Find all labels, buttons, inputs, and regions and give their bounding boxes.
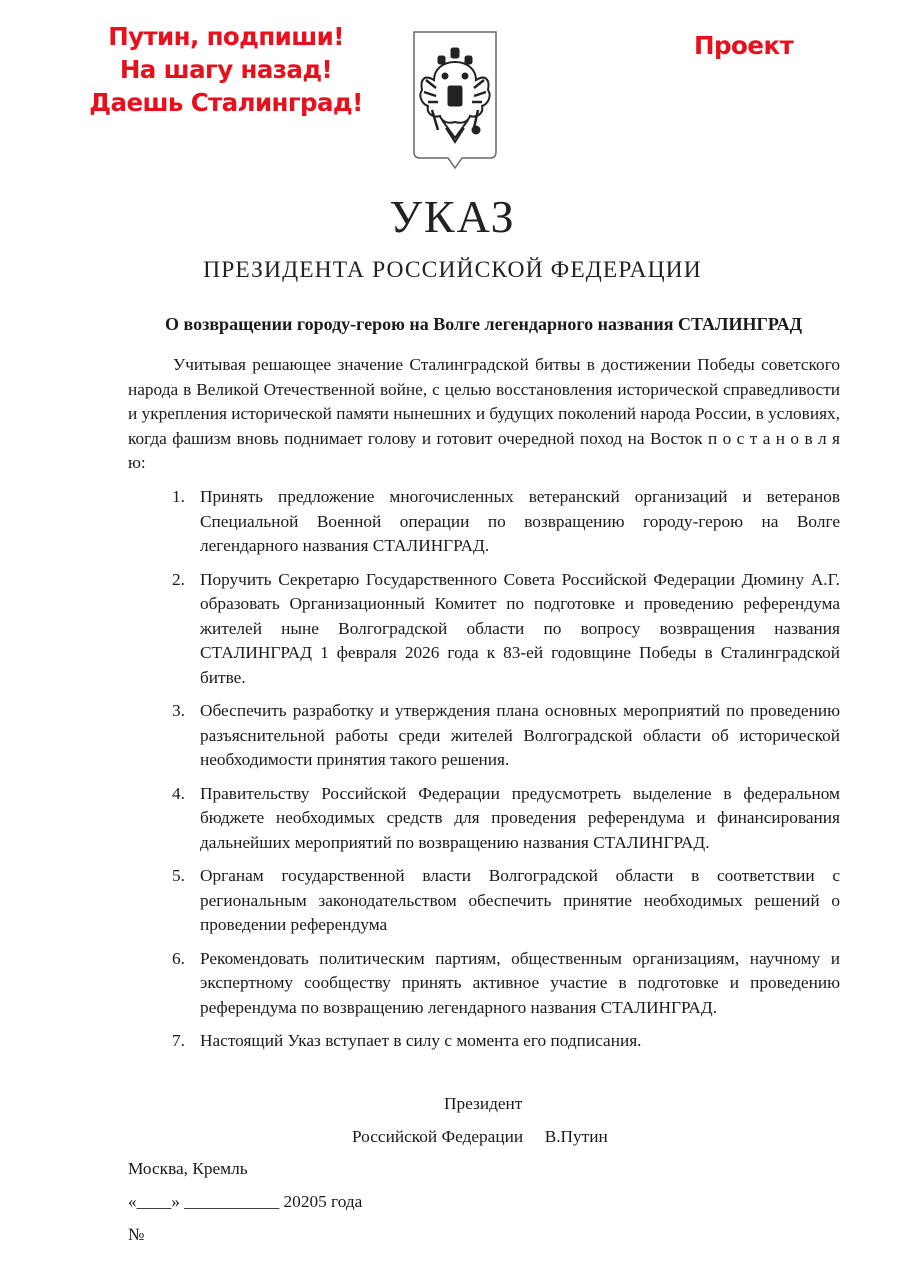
signature-name: Российской Федерации В.Путин xyxy=(352,1127,608,1146)
decree-heading: УКАЗ xyxy=(389,191,516,242)
signature-title: Президент xyxy=(444,1094,523,1113)
item-text: Обеспечить разработку и утверждения плана основных мероприятий по проведению разъяснительной работы среди жителей Волгоградской области об исторической необходимости принятия такого решения. xyxy=(200,701,840,769)
item-number: 3. xyxy=(172,701,185,720)
item-number: 5. xyxy=(172,866,185,885)
item-text: Правительству Российской Федерации предусмотреть выделение в федеральном бюджете необходимых средств для проведения референдума и финансирования дальнейших мероприятий по возвращению названия СТАЛИНГРАД. xyxy=(200,783,840,852)
decree-subheading: ПРЕЗИДЕНТА РОССИЙСКОЙ ФЕДЕРАЦИИ xyxy=(203,257,702,283)
item-text: Поручить Секретарю Государственного Совета Российской Федерации Дюмину А.Г. образовать Организационный Комитет по подготовке и проведению референдума жителей ныне Волгоградской области по вопросу возвращения названия СТАЛИНГРАД 1 февраля 2026 года к 83-ей годовщине Победы в Сталинградской битве. xyxy=(200,569,840,687)
slogan-line: Даешь Сталинград! xyxy=(89,88,363,117)
item-number: 4. xyxy=(172,783,185,803)
item-number: 2. xyxy=(172,569,185,589)
list-item xyxy=(128,782,840,856)
document-number: № xyxy=(128,1225,145,1244)
signing-date: «____» ___________ 20205 года xyxy=(128,1192,363,1211)
item-number: 7. xyxy=(172,1031,185,1050)
preamble-paragraph: Учитывая решающее значение Сталинградской битвы в достижении Победы советского народа в Великой Отечественной войне, с целью восстановления исторической справедливости и укрепления исторической памяти нынешних и будущих поколений народа России, в условиях, когда фашизм вновь поднимает голову и готовит очередной поход на Восток п о с т а н о в л я ю: xyxy=(128,355,840,472)
list-item xyxy=(128,1029,840,1054)
item-text: Принять предложение многочисленных ветеранский организаций и ветеранов Специальной Военной операции по возвращению городу-герою на Волге легендарного названия СТАЛИНГРАД. xyxy=(200,487,840,555)
slogan-line: Путин, подпиши! xyxy=(108,22,344,51)
item-text: Органам государственной власти Волгоградской области в соответствии с региональным законодательством обеспечить принятие необходимых решений о проведении референдума xyxy=(200,866,840,934)
list-item xyxy=(128,485,840,559)
list-item xyxy=(128,568,840,691)
item-text: Настоящий Указ вступает в силу с момента его подписания. xyxy=(200,1031,642,1050)
list-item xyxy=(128,947,840,1021)
item-number: 6. xyxy=(172,948,185,968)
decree-items-list xyxy=(128,485,840,1063)
slogan-block xyxy=(66,20,386,119)
list-item xyxy=(128,699,840,773)
item-text: Рекомендовать политическим партиям, общественным организациям, научному и экспертному сообществу принять активное участие в подготовке и проведению референдума по возвращению легендарного названия СТАЛИНГРАД. xyxy=(200,948,840,1017)
item-number: 1. xyxy=(172,487,185,506)
document-title: О возвращении городу-герою на Волге легендарного названия СТАЛИНГРАД xyxy=(165,314,802,334)
draft-status-label: Проект xyxy=(694,31,794,60)
coat-of-arms-icon xyxy=(412,30,498,172)
signing-place: Москва, Кремль xyxy=(128,1159,248,1178)
list-item xyxy=(128,864,840,938)
slogan-line: На шагу назад! xyxy=(119,55,333,84)
